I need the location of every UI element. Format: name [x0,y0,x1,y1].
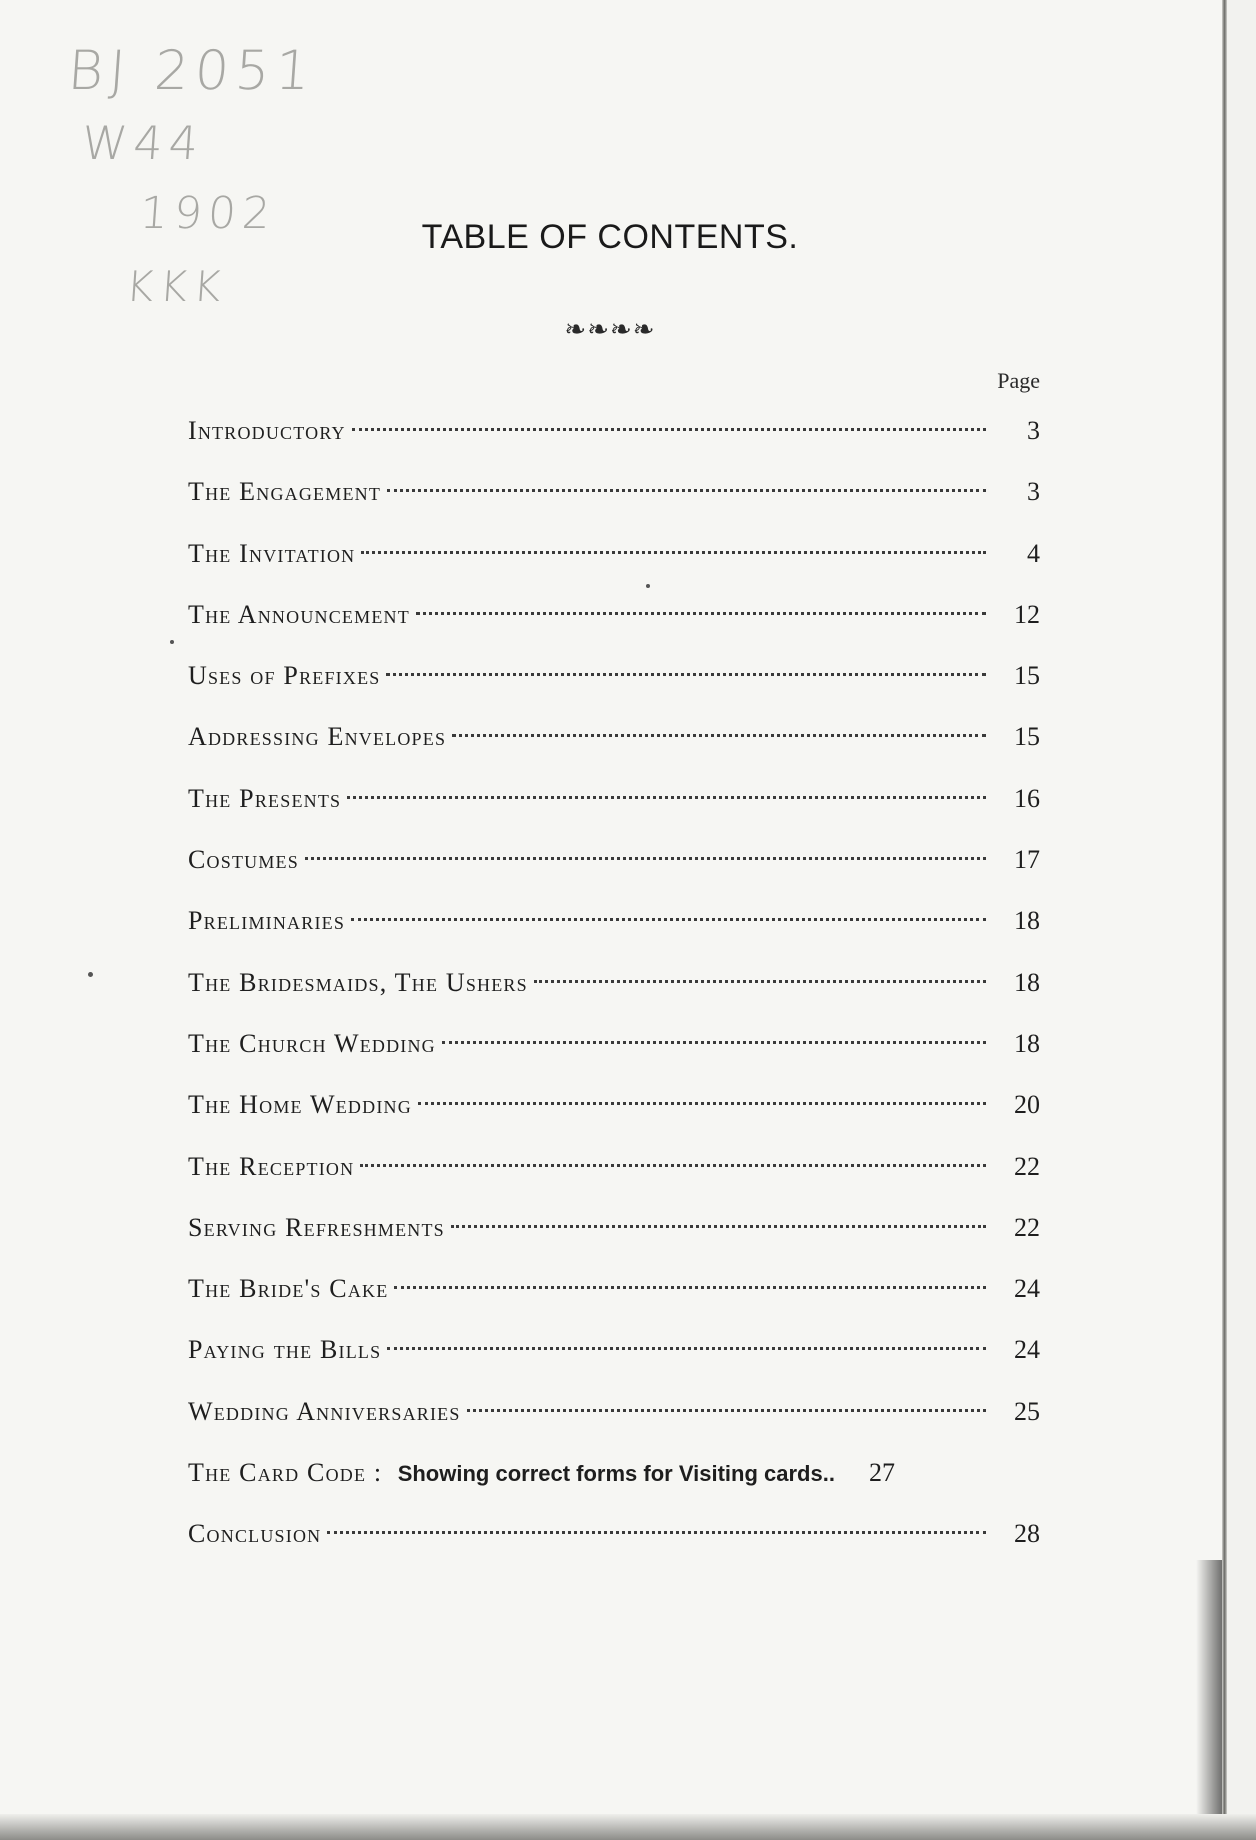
toc-entry-page: 16 [1014,783,1040,813]
toc-entry-page: 24 [1014,1274,1040,1304]
toc-entry [188,400,1040,461]
dot-leader [394,1286,986,1289]
toc-entry [188,1197,1040,1258]
toc-entry-label: Wedding Anniversaries [188,1396,461,1426]
toc-entry [188,1381,1040,1442]
toc-entry-label: Uses of Prefixes [188,661,381,691]
dot-leader [352,428,986,431]
toc-entry-label: Conclusion [188,1519,322,1549]
paper-speck [88,972,93,977]
toc-entry-page: 24 [1014,1335,1040,1365]
toc-entry-label: The Presents [188,783,342,813]
toc-entry-page: 3 [1027,477,1040,507]
dot-leader [347,796,986,799]
toc-entry-label: Preliminaries [188,906,346,936]
toc-entry-label: Costumes [188,845,299,875]
toc-entry [188,645,1040,706]
dot-leader [387,1347,986,1350]
toc-entry [188,890,1040,951]
dot-leader [351,918,986,921]
toc-entry-label: The Bridesmaids, The Ushers [188,967,528,997]
toc-entry [188,1258,1040,1319]
toc-entry [188,1503,1040,1564]
toc-entry-page: 20 [1014,1090,1040,1120]
paper-speck [646,584,650,588]
toc-entry [188,461,1040,522]
toc-entry-label [188,1442,835,1504]
toc-entry-page: 18 [1014,1028,1040,1058]
toc-entry-label: The Invitation [188,538,356,568]
toc-entry-page: 28 [1014,1519,1040,1549]
table-of-contents [188,400,1040,1565]
toc-entry-page: 12 [1014,599,1040,629]
toc-entry [188,706,1040,767]
dot-leader [442,1041,986,1044]
toc-entry [188,1442,1040,1503]
toc-entry-label-main: The Card Code : [188,1458,383,1488]
paper-speck [170,640,174,644]
toc-entry [188,1136,1040,1197]
toc-entry-label: The Engagement [188,477,382,507]
toc-entry-label: The Bride's Cake [188,1274,389,1304]
toc-entry-label: The Reception [188,1151,355,1181]
toc-entry [188,952,1040,1013]
toc-entry-page: 25 [1014,1396,1040,1426]
dot-leader [360,1164,986,1167]
ornament-divider: ❧❧❧❧ [564,315,656,344]
toc-entry-page: 18 [1014,967,1040,997]
toc-entry-label: Paying the Bills [188,1335,382,1365]
dot-leader [387,489,986,492]
dot-leader [327,1531,986,1534]
page-bottom-edge [0,1814,1256,1840]
dot-leader [418,1102,986,1105]
toc-entry [188,768,1040,829]
facing-page-margin [1227,0,1256,1840]
toc-entry [188,1319,1040,1380]
dot-leader [416,612,986,615]
call-number-line-4: KKK [124,262,229,311]
toc-entry-label: The Announcement [188,599,410,629]
binding-shadow [1196,1560,1222,1840]
call-number-line-2: W44 [80,116,206,170]
dot-leader [361,551,986,554]
toc-entry-page: 15 [1014,661,1040,691]
toc-entry-page: 27 [868,1458,895,1488]
toc-entry-label: Serving Refreshments [188,1212,445,1242]
dot-leader [534,980,986,983]
toc-entry [188,829,1040,890]
dot-leader [305,857,986,860]
toc-entry-page: 18 [1014,906,1040,936]
dot-leader [452,734,986,737]
toc-entry [188,523,1040,584]
page-column-header: Page [997,368,1040,393]
dot-leader [451,1225,986,1228]
toc-entry-label-suffix: Showing correct forms for Visiting cards.. [397,1461,835,1487]
call-number-line-1: BJ 2051 [65,39,319,102]
toc-entry [188,1074,1040,1135]
toc-entry-label: Addressing Envelopes [188,722,447,752]
toc-entry-page: 22 [1014,1151,1040,1181]
dot-leader [467,1409,986,1412]
dot-leader [386,673,986,676]
toc-entry-page: 22 [1014,1212,1040,1242]
toc-entry-label: The Home Wedding [188,1090,412,1120]
call-number-line-3: 1902 [138,188,278,239]
page-title: TABLE OF CONTENTS. [421,218,799,256]
toc-entry-page: 4 [1027,538,1040,568]
toc-entry-label: Introductory [188,416,346,445]
toc-entry-page: 3 [1027,416,1040,445]
toc-entry-label: The Church Wedding [188,1028,436,1058]
toc-entry-page: 15 [1014,722,1040,752]
toc-entry [188,1013,1040,1074]
toc-entry-page: 17 [1014,845,1040,875]
toc-entry [188,584,1040,645]
